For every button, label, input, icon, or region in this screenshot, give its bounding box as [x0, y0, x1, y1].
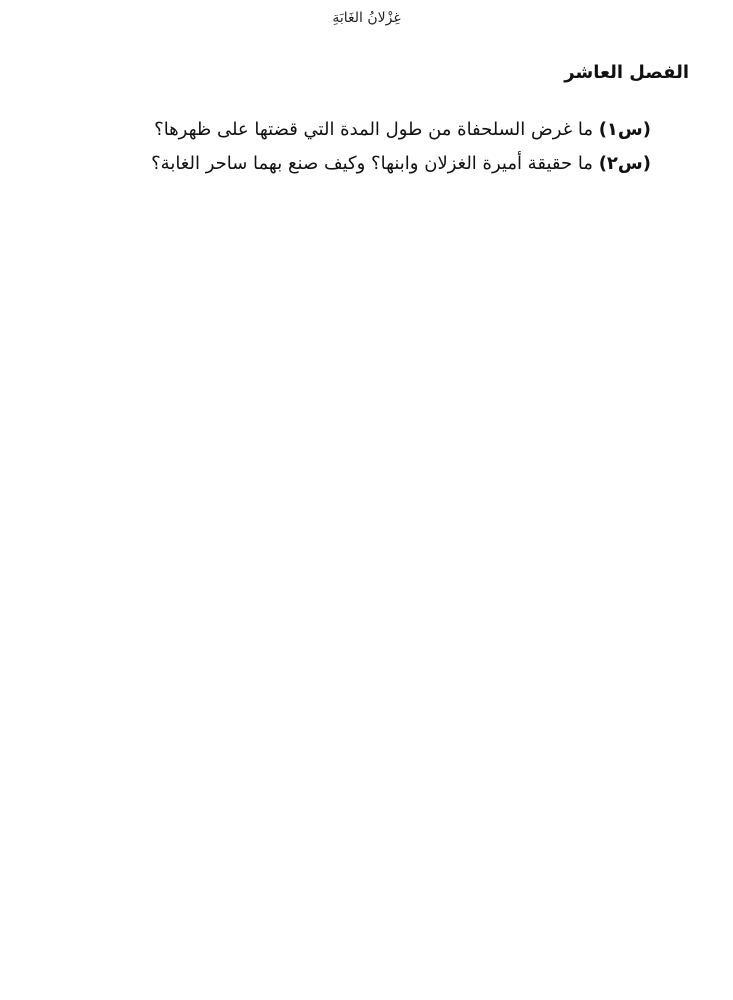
chapter-title: الفصل العاشر	[564, 62, 689, 83]
question-text: ما حقيقة أميرة الغزلان وابنها؟ وكيف صنع بهما ساحر الغابة؟	[151, 153, 599, 174]
question-item	[51, 147, 651, 181]
question-text: ما غرض السلحفاة من طول المدة التي قضتها على ظهرها؟	[154, 119, 599, 140]
question-label: (س٢)	[598, 153, 651, 174]
question-list	[51, 113, 651, 181]
running-header: غِزْلانُ الغَابَةِ	[332, 10, 401, 26]
question-item	[51, 113, 651, 147]
question-label: (س١)	[598, 119, 651, 140]
